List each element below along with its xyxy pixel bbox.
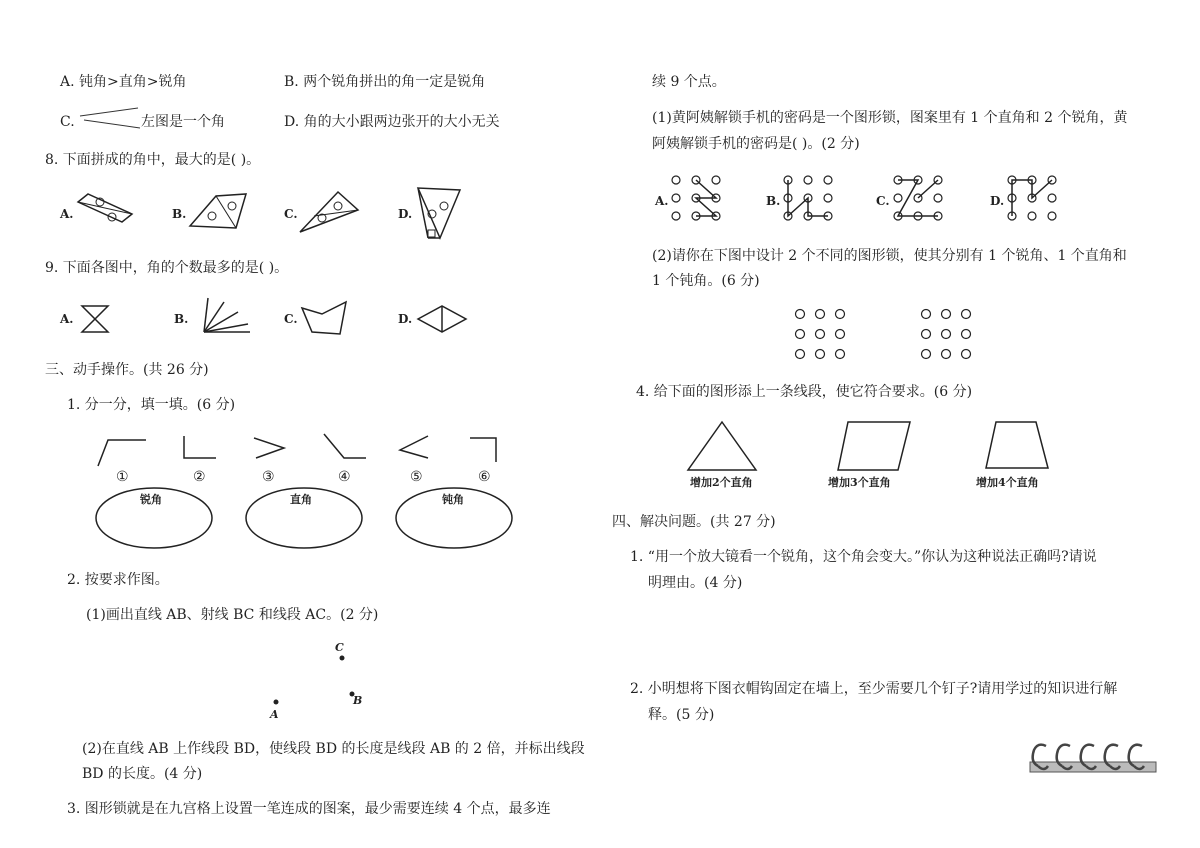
lock-figure-c (890, 172, 946, 224)
q8-opt-c: C. (284, 207, 298, 221)
lock-figure-a (668, 172, 724, 224)
q9-figure-b (202, 296, 252, 334)
lock-figure-b (780, 172, 836, 224)
blank-lock-grid-1[interactable] (792, 306, 846, 362)
q7-option-c-letter: C. (60, 114, 75, 130)
s3-p1-title: 1. 分一分，填一填。(6 分) (67, 397, 236, 413)
caption-triangle: 增加2个直角 (690, 476, 753, 489)
s3-p3-sub2-line2: 1 个钝角。(6 分) (652, 273, 760, 289)
s3-p3-sub1-line1: (1)黄阿姨解锁手机的密码是一个图形锁，图案里有 1 个直角和 2 个锐角，黄 (652, 110, 1128, 126)
blank-lock-grid-2[interactable] (918, 306, 972, 362)
q8-opt-d: D. (398, 207, 413, 221)
s3-p1-num-1: ① (116, 469, 129, 485)
s3-p3-sub1-line2: 阿姨解锁手机的密码是( )。(2 分) (652, 136, 860, 152)
q8-figure-d (414, 186, 464, 242)
q7-option-a: A. 钝角>直角>锐角 (60, 74, 187, 90)
q7-option-c-figure (80, 106, 140, 130)
s3-p1-num-2: ② (193, 469, 206, 485)
s3-p3-line2: 续 9 个点。 (652, 74, 726, 90)
s3-p1-num-6: ⑥ (478, 469, 491, 485)
s3-p1-num-5: ⑤ (410, 469, 423, 485)
s3-p4-title: 4. 给下面的图形添上一条线段，使它符合要求。(6 分) (636, 384, 973, 400)
caption-parallelogram: 增加3个直角 (828, 476, 891, 489)
shape-parallelogram (836, 420, 912, 472)
q8-opt-b: B. (172, 207, 187, 221)
lock-figure-d (1004, 172, 1060, 224)
lock-opt-c: C. (876, 194, 890, 208)
point-label-a: A (270, 708, 279, 721)
q8-opt-a: A. (60, 207, 74, 221)
s4-q2-line2: 释。(5 分) (648, 707, 715, 723)
q8-figure-b (188, 192, 252, 232)
oval-label-obtuse: 钝角 (442, 493, 464, 506)
s3-p2-sub1: (1)画出直线 AB、射线 BC 和线段 AC。(2 分) (86, 607, 379, 623)
s3-p2-title: 2. 按要求作图。 (67, 572, 169, 588)
q9-question: 9. 下面各图中，角的个数最多的是( )。 (45, 260, 289, 276)
q9-opt-d: D. (398, 312, 413, 326)
q8-question: 8. 下面拼成的角中，最大的是( )。 (45, 152, 261, 168)
q9-opt-b: B. (174, 312, 189, 326)
q7-option-b: B. 两个锐角拼出的角一定是锐角 (284, 74, 486, 90)
s4-q2-line1: 2. 小明想将下图衣帽钩固定在墙上，至少需要几个钉子?请用学过的知识进行解 (630, 681, 1118, 697)
q9-figure-c (300, 300, 350, 336)
q9-figure-a (80, 304, 110, 334)
s3-p1-num-3: ③ (262, 469, 275, 485)
s4-q1-line1: 1. “用一个放大镜看一个锐角，这个角会变大。”你认为这种说法正确吗?请说 (630, 549, 1097, 565)
s3-p1-num-4: ④ (338, 469, 351, 485)
lock-opt-a: A. (655, 194, 669, 208)
q7-option-d: D. 角的大小跟两边张开的大小无关 (284, 114, 500, 130)
coat-hook-rack-image (1024, 736, 1158, 782)
q8-figure-c (298, 188, 364, 236)
shape-trapezoid (984, 420, 1050, 470)
q9-opt-c: C. (284, 312, 298, 326)
point-label-c: C (335, 641, 344, 654)
shape-triangle (686, 420, 758, 472)
s3-p2-sub2-line2: BD 的长度。(4 分) (82, 766, 203, 782)
section4-title: 四、解决问题。(共 27 分) (612, 514, 776, 530)
q8-figure-a (76, 192, 136, 232)
q9-opt-a: A. (60, 312, 74, 326)
lock-opt-b: B. (766, 194, 781, 208)
section3-title: 三、动手操作。(共 26 分) (45, 362, 209, 378)
point-label-b: B (353, 694, 363, 707)
s4-q1-line2: 明理由。(4 分) (648, 575, 743, 591)
lock-opt-d: D. (990, 194, 1005, 208)
s3-p1-angles (94, 432, 504, 472)
q7-option-c-text: 左图是一个角 (141, 114, 225, 130)
oval-label-right: 直角 (290, 493, 312, 506)
s3-p3-sub2-line1: (2)请你在下图中设计 2 个不同的图形锁，使其分别有 1 个锐角、1 个直角和 (652, 248, 1127, 264)
s3-p3-line1: 3. 图形锁就是在九宫格上设置一笔连成的图案，最少需要连续 4 个点，最多连 (67, 801, 551, 817)
oval-label-acute: 锐角 (140, 493, 162, 506)
caption-trapezoid: 增加4个直角 (976, 476, 1039, 489)
s3-p2-sub2-line1: (2)在直线 AB 上作线段 BD，使线段 BD 的长度是线段 AB 的 2 倍，并标出线段 (82, 741, 585, 757)
q9-figure-d (416, 304, 468, 334)
